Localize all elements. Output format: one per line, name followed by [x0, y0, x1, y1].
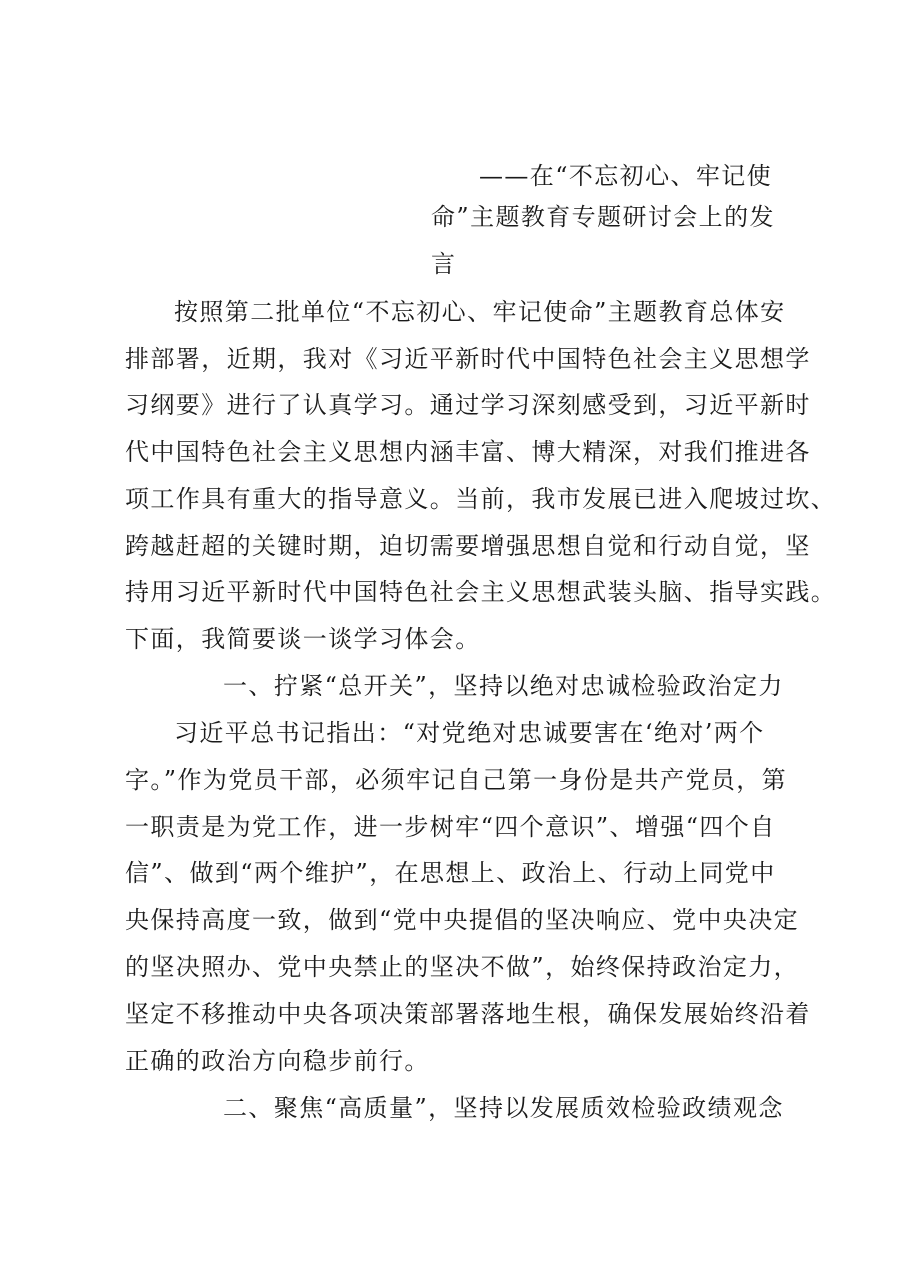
paragraph-line: 习纲要》进行了认真学习。通过学习深刻感受到，习近平新时	[125, 391, 811, 419]
paragraph-line: 代中国特色社会主义思想内涵丰富、博大精深，对我们推进各	[125, 438, 811, 466]
subtitle-line: 命”主题教育专题研讨会上的发	[431, 203, 775, 231]
paragraph-line: 排部署，近期，我对《习近平新时代中国特色社会主义思想学	[125, 345, 811, 373]
paragraph-line: 正确的政治方向稳步前行。	[125, 1047, 430, 1075]
paragraph-line: 持用习近平新时代中国特色社会主义思想武装头脑、指导实践。	[125, 578, 837, 606]
paragraph-line: 信”、做到“两个维护”，在思想上、政治上、行动上同党中	[125, 859, 776, 887]
subtitle-line: ——在“不忘初心、牢记使	[479, 162, 773, 190]
subtitle-line: 言	[431, 250, 457, 278]
paragraph-line: 下面，我简要谈一谈学习体会。	[125, 625, 481, 653]
paragraph-line: 按照第二批单位“不忘初心、牢记使命”主题教育总体安	[174, 298, 786, 326]
paragraph-line: 的坚决照办、党中央禁止的坚决不做”，始终保持政治定力，	[125, 953, 800, 981]
paragraph-line: 习近平总书记指出：“对党绝对忠诚要害在‘绝对’两个	[174, 719, 765, 747]
paragraph-line: 字。”作为党员干部，必须牢记自己第一身份是共产党员，第	[125, 766, 788, 794]
paragraph-line: 央保持高度一致，做到“党中央提倡的坚决响应、党中央决定	[125, 906, 800, 934]
paragraph-line: 坚定不移推动中央各项决策部署落地生根，确保发展始终沿着	[125, 1000, 811, 1028]
paragraph-line: 项工作具有重大的指导意义。当前，我市发展已进入爬坡过坎、	[125, 485, 837, 513]
section-heading: 一、拧紧“总开关”，坚持以绝对忠诚检验政治定力	[223, 672, 784, 700]
paragraph-line: 一职责是为党工作，进一步树牢“四个意识”、增强“四个自	[125, 813, 776, 841]
paragraph-line: 跨越赶超的关键时期，迫切需要增强思想自觉和行动自觉，坚	[125, 532, 811, 560]
section-heading: 二、聚焦“高质量”，坚持以发展质效检验政绩观念	[223, 1094, 784, 1122]
